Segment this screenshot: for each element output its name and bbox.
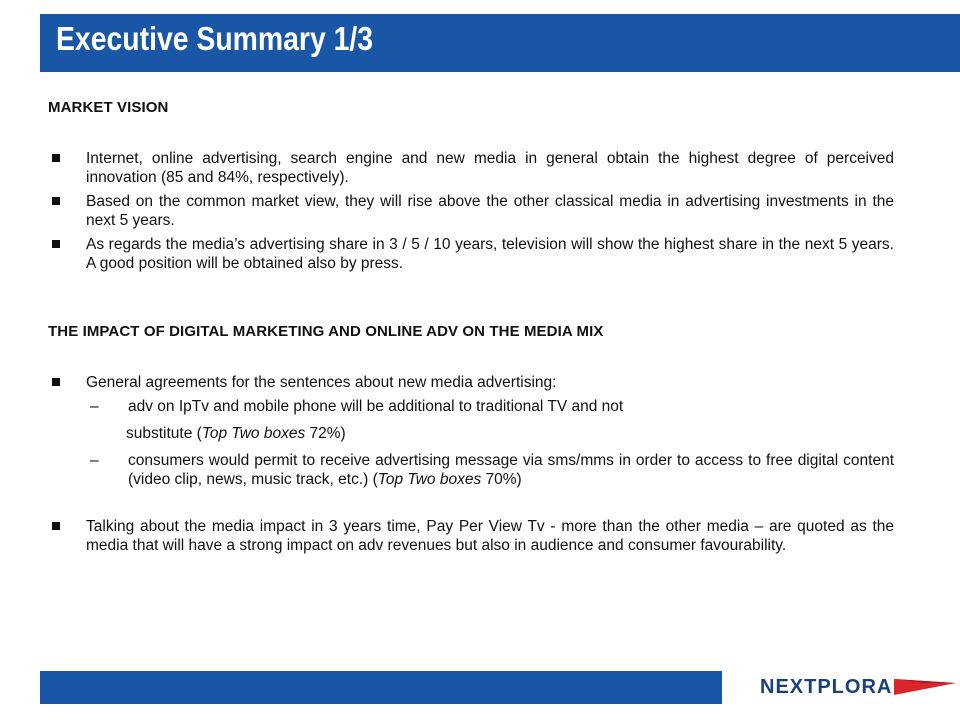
dash-marker: – <box>90 452 99 469</box>
bullet-text: General agreements for the sentences about new media advertising: <box>86 374 557 391</box>
sub-text: adv on IpTv and mobile phone will be additional to traditional TV and not <box>128 398 624 415</box>
square-bullet-icon <box>52 522 60 530</box>
sub-text: 70%) <box>481 471 522 488</box>
sub-text: consumers would permit to receive advertising message via sms/mms in order to access to free digital content (video clip, news, music track, etc.) ( <box>128 452 894 488</box>
bullet-item <box>48 517 894 555</box>
sub-item <box>48 397 894 416</box>
section-heading-market-vision: MARKET VISION <box>48 99 169 116</box>
square-bullet-icon <box>52 378 60 386</box>
bullet-text: As regards the media’s advertising share in 3 / 5 / 10 years, television will show the highest share in the next 5 years. A good position will be obtained also by press. <box>86 236 894 272</box>
sub-item-continuation <box>48 424 894 443</box>
bullet-text: Based on the common market view, they will rise above the other classical media in advertising investments in the next 5 years. <box>86 193 894 229</box>
logo-text: NEXTPLORA <box>760 675 893 698</box>
square-bullet-icon <box>52 240 60 248</box>
square-bullet-icon <box>52 154 60 162</box>
bullet-text: Talking about the media impact in 3 years time, Pay Per View Tv - more than the other media – are quoted as the media that will have a strong impact on adv revenues but also in audience and consumer favourability. <box>86 518 894 554</box>
sub-text: 72%) <box>305 425 346 442</box>
content <box>48 98 894 560</box>
flag-icon <box>894 675 956 699</box>
page-title: Executive Summary 1/3 <box>56 20 374 57</box>
bullet-text: Internet, online advertising, search engine and new media in general obtain the highest degree of perceived innovation (85 and 84%, respectively). <box>86 150 894 186</box>
sub-text: substitute ( <box>126 425 202 442</box>
sub-text-emphasis: Top Two boxes <box>201 425 306 442</box>
dash-marker: – <box>90 398 99 415</box>
section-heading-digital-marketing: THE IMPACT OF DIGITAL MARKETING AND ONLINE ADV ON THE MEDIA MIX <box>48 323 604 340</box>
sub-text-emphasis: Top Two boxes <box>377 471 482 488</box>
bullet-item <box>48 373 894 392</box>
footer-bar <box>40 671 722 704</box>
bullet-item <box>48 149 894 187</box>
bullet-item <box>48 192 894 230</box>
nextplora-logo <box>760 674 956 700</box>
sub-item <box>48 451 894 489</box>
square-bullet-icon <box>52 197 60 205</box>
bullet-item <box>48 235 894 273</box>
